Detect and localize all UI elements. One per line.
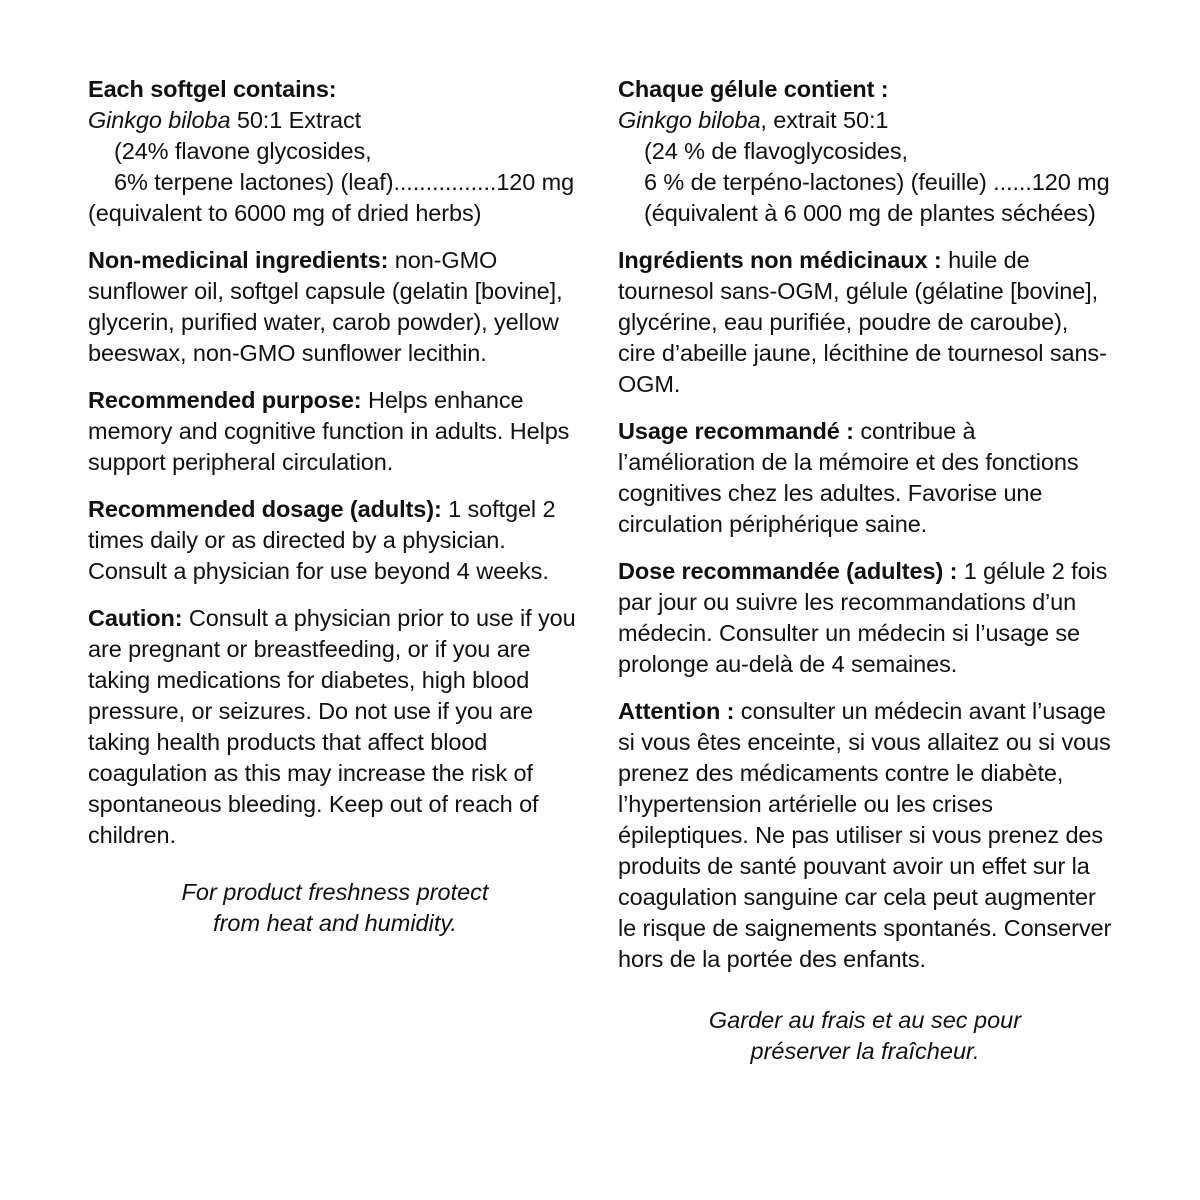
english-non-medicinal-text: non-GMO sunflower oil, softgel capsule (gelatin [bovine], glycerin, purified water, carob powder), yellow beeswax, non-GMO sunflower lecithin. — [88, 247, 563, 367]
french-freshness-note — [618, 1005, 1112, 1067]
english-purpose-text: Helps enhance memory and cognitive function in adults. Helps support peripheral circulation. — [88, 387, 570, 476]
english-caution-heading: Caution: — [88, 605, 183, 632]
french-column — [618, 74, 1112, 1067]
english-non-medicinal-paragraph — [88, 245, 582, 369]
french-contains-block — [618, 74, 1112, 229]
english-dosage-paragraph — [88, 494, 582, 587]
english-caution-text: Consult a physician prior to use if you are pregnant or breastfeeding, or if you are taking medications for diabetes, high blood pressure, or seizures. Do not use if you are taking health products that affect blood coagulation as this may increase the risk of spontaneous bleeding. Keep out of reach of children. — [88, 605, 576, 849]
supplement-facts-label — [88, 74, 1112, 1067]
english-botanical-name: Ginkgo biloba — [88, 107, 231, 134]
french-non-medicinal-heading: Ingrédients non médicinaux : — [618, 247, 942, 274]
french-non-medicinal-block — [618, 245, 1112, 400]
french-botanical-name: Ginkgo biloba — [618, 107, 761, 134]
english-ingredient-line-1-rest: 50:1 Extract — [230, 107, 362, 134]
english-dosage-block — [88, 494, 582, 587]
french-ingredient-line-2: (24 % de flavoglycosides, — [644, 138, 908, 165]
english-ingredient-line-2: (24% flavone glycosides, — [114, 138, 372, 165]
french-ingredient-line-3: 6 % de terpéno-lactones) (feuille) ......120 mg — [644, 169, 1110, 196]
french-caution-block — [618, 696, 1112, 975]
french-dosage-heading: Dose recommandée (adultes) : — [618, 558, 958, 585]
french-caution-text: consulter un médecin avant l’usage si vous êtes enceinte, si vous allaitez ou si vous prenez des médicaments contre le diabète, l’hypertension artérielle ou les crises épileptiques. Ne pas utiliser si vous prenez des produits de santé pouvant avoir un effet sur la coagulation sanguine car cela peut augmenter le risque de saignements spontanés. Conserver hors de la portée des enfants. — [618, 698, 1112, 973]
english-purpose-paragraph — [88, 385, 582, 478]
english-caution-block — [88, 603, 582, 851]
french-freshness-note-line-1: Garder au frais et au sec pour — [708, 1007, 1022, 1034]
french-ingredient-line-1-rest: , extrait 50:1 — [760, 107, 889, 134]
french-purpose-heading: Usage recommandé : — [618, 418, 854, 445]
english-freshness-note-line-1: For product freshness protect — [181, 879, 489, 906]
french-caution-heading: Attention : — [618, 698, 735, 725]
english-ingredient-line-4: (equivalent to 6000 mg of dried herbs) — [88, 200, 482, 227]
french-non-medicinal-paragraph — [618, 245, 1112, 400]
english-caution-paragraph — [88, 603, 582, 851]
english-non-medicinal-block — [88, 245, 582, 369]
french-dosage-paragraph — [618, 556, 1112, 680]
french-freshness-note-line-2: préserver la fraîcheur. — [750, 1038, 980, 1065]
french-purpose-paragraph — [618, 416, 1112, 540]
french-dosage-block — [618, 556, 1112, 680]
english-contains-block — [88, 74, 582, 229]
english-contains-heading: Each softgel contains: — [88, 76, 337, 102]
french-contains-heading: Chaque gélule contient : — [618, 76, 889, 102]
french-ingredient-line-4: (équivalent à 6 000 mg de plantes séchées) — [644, 200, 1096, 227]
english-dosage-heading: Recommended dosage (adults): — [88, 496, 442, 523]
english-column — [88, 74, 582, 1067]
english-non-medicinal-heading: Non-medicinal ingredients: — [88, 247, 389, 274]
english-freshness-note — [88, 877, 582, 939]
english-purpose-block — [88, 385, 582, 478]
french-ingredient-line-1 — [618, 105, 1112, 136]
english-purpose-heading: Recommended purpose: — [88, 387, 362, 414]
english-ingredient-line-3: 6% terpene lactones) (leaf)................120 mg — [114, 169, 575, 196]
french-caution-paragraph — [618, 696, 1112, 975]
english-dosage-text: 1 softgel 2 times daily or as directed by a physician. Consult a physician for use beyond 4 weeks. — [88, 496, 556, 585]
french-purpose-text: contribue à l’amélioration de la mémoire et des fonctions cognitives chez les adultes. Favorise une circulation périphérique saine. — [618, 418, 1079, 538]
english-freshness-note-line-2: from heat and humidity. — [213, 910, 457, 937]
english-ingredient-line-1 — [88, 105, 582, 136]
french-dosage-text: 1 gélule 2 fois par jour ou suivre les recommandations d’un médecin. Consulter un médecin si l’usage se prolonge au-delà de 4 semaines. — [618, 558, 1108, 678]
french-purpose-block — [618, 416, 1112, 540]
french-non-medicinal-text: huile de tournesol sans-OGM, gélule (gélatine [bovine], glycérine, eau purifiée, poudre de caroube), cire d’abeille jaune, lécithine de tournesol sans-OGM. — [618, 247, 1107, 398]
